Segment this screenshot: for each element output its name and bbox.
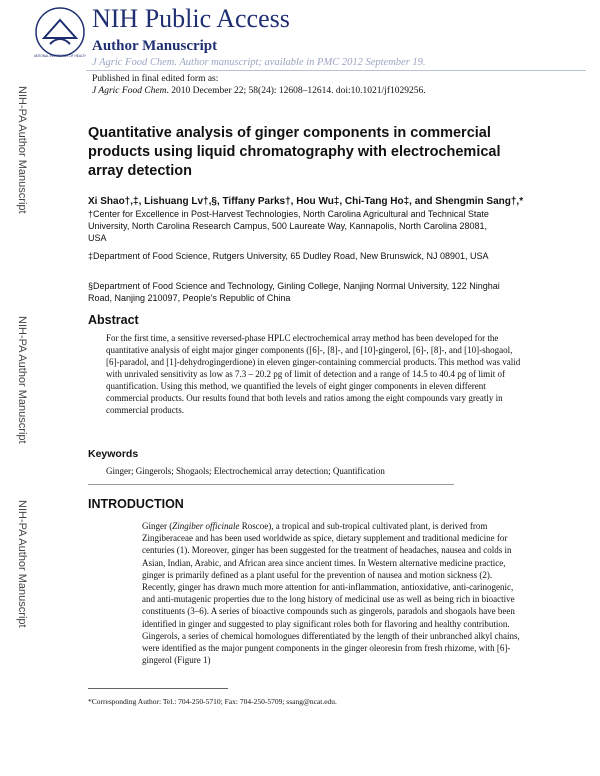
intro-text-start: Ginger ( (142, 521, 173, 531)
header-title: NIH Public Access (92, 4, 290, 33)
side-label-top: NIH-PA Author Manuscript (16, 86, 28, 214)
keywords-heading: Keywords (88, 448, 139, 460)
citation-journal: J Agric Food Chem (92, 86, 167, 96)
side-label-middle: NIH-PA Author Manuscript (16, 316, 28, 444)
author-list: Xi Shao†,‡, Lishuang Lv†,§, Tiffany Parks†, Hou Wu‡, Chi-Tang Ho‡, and Shengmin Sang†,* (88, 196, 524, 207)
introduction-text (142, 520, 520, 666)
logo-text: NATIONAL INSTITUTES OF HEALTH (34, 54, 86, 58)
keywords-text: Ginger; Gingerols; Shogaols; Electrochemical array detection; Quantification (106, 466, 385, 476)
citation-line (92, 86, 426, 96)
intro-text-body: Roscoe), a tropical and sub-tropical cultivated plant, is derived from Zingiberaceae and has been used worldwide as spice, dietary supplement and traditional medicine for centuries (1). Moreover, ginger has been suggested for the treatment of headaches, nausea and colds in Asian, Indian, Arabic, and African area since ancient times. In Western alternative medicine practice, ginger is primarily defined as a plant useful for the prevention of nausea and motion sickness (2). Recently, ginger has drawn much more attention for anti-inflammation, antioxidative, anti-carinogenic, and anti-mutagenic properties due to the long history of medicinal use as well as being rich in bioactive constituents (3–6). A series of bioactive compounds such as gingerols, paradols and shogaols have been identified in ginger and suggested to play significant roles both for flavoring and healthy contribution. Gingerols, a series of chemical homologues differentiated by the length of their unbranched alkyl chains, were identified as the major pungent components in the ginger oleoresin from fresh rhizome, with [6]-gingerol (Figure 1) (142, 521, 520, 666)
affiliation-3: §Department of Food Science and Technology, Ginling College, Nanjing Normal University, 122 Ninghai Road, Nanjing 210097, People's Republic of China (88, 281, 500, 303)
header-divider (86, 70, 586, 71)
published-line: Published in final edited form as: (92, 74, 219, 84)
abstract-text: For the first time, a sensitive reversed-phase HPLC electrochemical array method has been developed for the quantitative analysis of eight major ginger components ([6]-, [8]-, and [10]-gingerol, [6]-, [8]-, and [10]-shogaol, [6]-paradol, and [1]-dehydrogingerdione) in eleven ginger-containing commercial products. This method was valid with unrivaled sensitivity as low as 7.3 – 20.2 pg of limit of detection and a range of 14.5 to 40.4 pg of limit of quantification. Using this method, we quantified the levels of eight ginger components in eleven different commercial products. Our results found that both levels and ratios among the eight compounds vary greatly in commercial products. (106, 333, 521, 415)
corresponding-author-footnote: *Corresponding Author: Tel.: 704-250-5710; Fax: 704-250-5709; ssang@ncat.edu. (88, 697, 337, 706)
citation-details: . 2010 December 22; 58(24): 12608–12614. doi:10.1021/jf1029256. (166, 86, 426, 96)
introduction-heading: INTRODUCTION (88, 497, 184, 511)
intro-species: Zingiber officinale (172, 521, 240, 531)
side-label-bottom: NIH-PA Author Manuscript (16, 500, 28, 628)
affiliation-1: †Center for Excellence in Post-Harvest Technologies, North Carolina Agricultural and Technical State University, North Carolina Research Campus, 500 Laureate Way, Kannapolis, North Carolina 28081, USA (88, 209, 489, 243)
article-title: Quantitative analysis of ginger components in commercial products using liquid chromatography with electrochemical array detection (88, 125, 501, 179)
nih-logo (34, 4, 86, 60)
header-journal-line: J Agric Food Chem. Author manuscript; available in PMC 2012 September 19. (92, 57, 426, 68)
abstract-heading: Abstract (88, 313, 139, 327)
footnote-divider (88, 688, 228, 689)
affiliation-2: ‡Department of Food Science, Rutgers University, 65 Dudley Road, New Brunswick, NJ 08901, USA (88, 251, 489, 261)
keywords-divider (88, 484, 454, 485)
header-subtitle: Author Manuscript (92, 38, 218, 54)
